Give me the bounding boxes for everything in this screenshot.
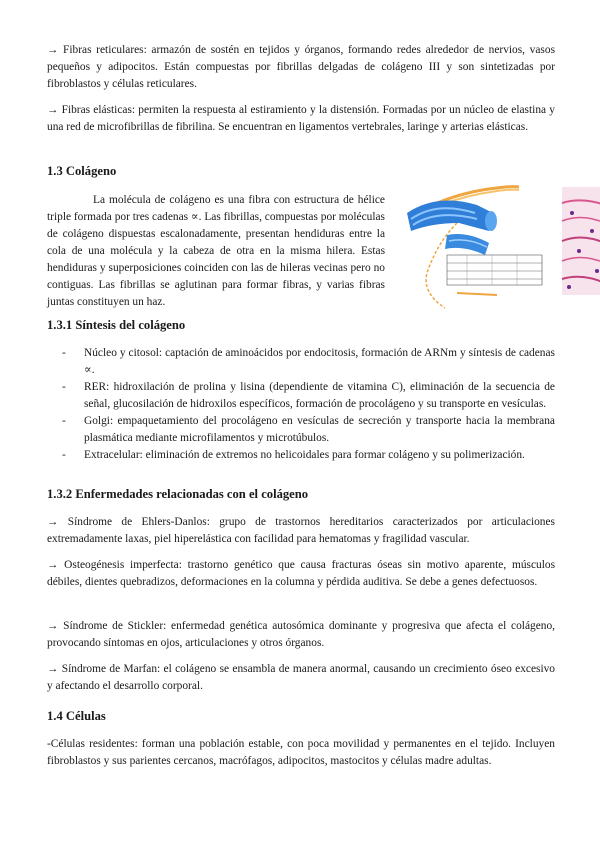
paragraph-ehlers-danlos: → Síndrome de Ehlers-Danlos: grupo de trastornos hereditarios caracterizados por articulaciones extremadamente laxas, piel hiperelástica con facilidad para hematomas y fragilidad vascular.: [47, 516, 555, 545]
bullet: -: [62, 347, 66, 359]
paragraph-fibras-elasticas: → Fibras elásticas: permiten la respuesta al estiramiento y la distensión. Formadas por un núcleo de elastina y una red de microfibrillas de fibrilina. Se encuentran en ligamentos vertebrales, laringe y arterias elásticas.: [47, 104, 555, 133]
heading-sintesis: 1.3.1 Síntesis del colágeno: [47, 318, 186, 332]
paragraph-stickler: → Síndrome de Stickler: enfermedad genética autosómica dominante y progresiva que afecta el colágeno, provocando síntomas en ojos, articulaciones y otros órganos.: [47, 620, 555, 649]
paragraph-osteogenesis: → Osteogénesis imperfecta: trastorno genético que causa fracturas óseas sin motivo aparente, músculos débiles, dientes quebradizos, deformaciones en la columna y pérdida auditiva. Se debe a genes defectuosos.: [47, 559, 555, 588]
list-item: - Núcleo y citosol: captación de aminoácidos por endocitosis, formación de ARNm y síntesis de cadenas ∝.: [62, 347, 555, 376]
paragraph-colageno: La molécula de colágeno es una fibra con estructura de hélice triple formada por tres cadenas ∝. Las fibrillas, compuestas por moléculas de colágeno dispuestas escalonadamente, presentan hendiduras entre la cola de una molécula y la cabeza de otra en la misma hilera. Estas hendiduras y superposiciones coinciden con las de hileras vecinas pero no contiguas. Las fibrillas se aglutinan para formar fibras, y varias fibras juntas constituyen un haz.: [47, 194, 385, 308]
collagen-structure-figure: [397, 183, 600, 318]
paragraph-marfan: → Síndrome de Marfan: el colágeno se ensambla de manera anormal, causando un crecimiento óseo excesivo y afectando el desarrollo corporal.: [47, 663, 555, 692]
heading-celulas: 1.4 Células: [47, 709, 106, 723]
list-sintesis: [62, 345, 555, 464]
bullet: -: [62, 381, 66, 393]
tissue-micrograph: [562, 187, 600, 295]
heading-colageno: 1.3 Colágeno: [47, 164, 117, 178]
heading-enfermedades: 1.3.2 Enfermedades relacionadas con el colágeno: [47, 487, 309, 501]
banded-fibril: [447, 255, 542, 285]
paragraph-fibras-reticulares: → Fibras reticulares: armazón de sostén en tejidos y órganos, formando redes alrededor de nervios, vasos pequeños y adipocitos. Están compuestas por fibrillas delgadas de colágeno III y son sintetizadas por fibroblastos y células reticulares.: [47, 44, 555, 90]
molecule-ribbon: [457, 293, 497, 295]
list-item: - RER: hidroxilación de prolina y lisina (dependiente de vitamina C), eliminación de la secuencia de señal, glucosilación de hidroxilos específicos, formación de procolágeno y su transporte en vesículas.: [62, 381, 555, 410]
paragraph-celulas-residentes: -Células residentes: forman una población estable, con poca movilidad y permanentes en el tejido. Incluyen fibroblastos y sus parientes cercanos, macrófagos, adipocitos, mastocitos y células madre adultas.: [47, 738, 555, 767]
list-item: - Extracelular: eliminación de extremos no helicoidales para formar colágeno y su polimerización.: [62, 447, 555, 464]
bullet: -: [62, 415, 66, 427]
list-item: - Golgi: empaquetamiento del procolágeno en vesículas de secreción y transporte hacia la membrana plasmática mediante microfilamentos y microtúbulos.: [62, 415, 555, 444]
bullet: -: [62, 449, 66, 461]
